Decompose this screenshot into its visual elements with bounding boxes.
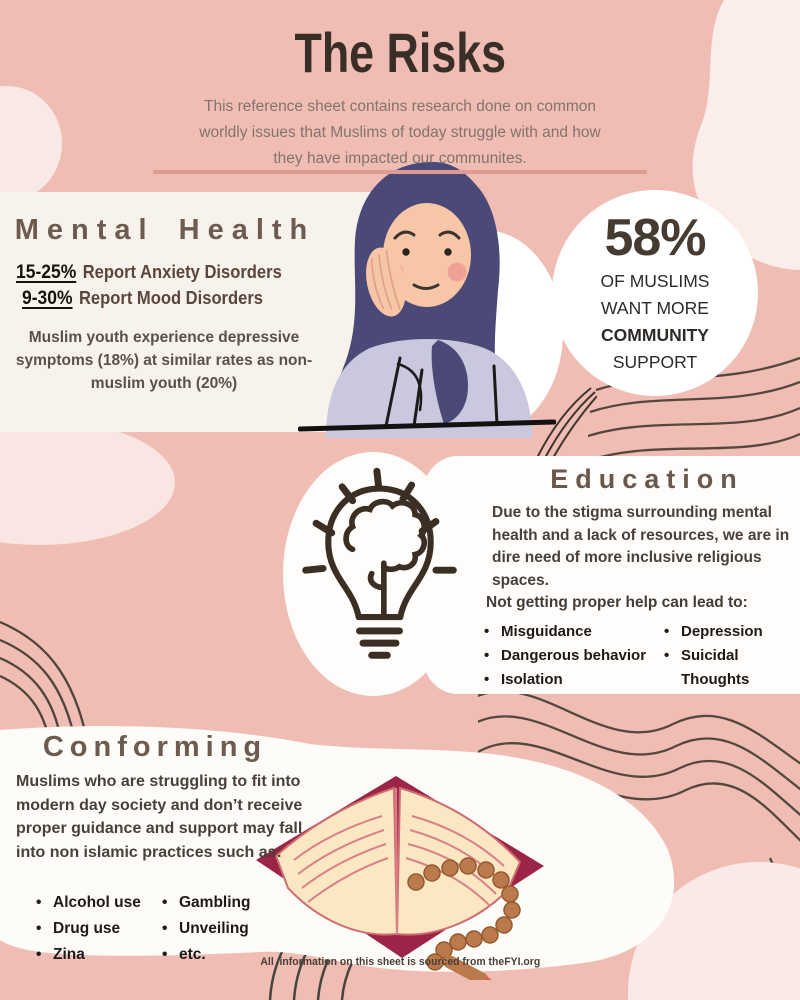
mood-stat bbox=[22, 288, 263, 310]
page-subtitle bbox=[0, 94, 800, 172]
brain bbox=[346, 502, 424, 617]
header-divider bbox=[153, 170, 647, 174]
stat-circle-line: COMMUNITY bbox=[601, 325, 709, 345]
mental-health-body: Muslim youth experience depressive symptoms (18%) at similar rates as non-muslim youth (20%) bbox=[15, 329, 313, 392]
sad-woman-in-hijab-illustration bbox=[298, 158, 556, 438]
anxiety-stat bbox=[16, 262, 282, 284]
bullet-item: • Gambling bbox=[162, 890, 292, 916]
stat-circle-line: OF MUSLIMS bbox=[600, 271, 710, 291]
stat-circle-line: SUPPORT bbox=[612, 352, 698, 372]
stat-label: Report Mood Disorders bbox=[78, 288, 263, 308]
bullet-item: • Dangerous behavior bbox=[484, 644, 674, 668]
mental-health-heading: Mental Health bbox=[14, 214, 316, 246]
education-body: Due to the stigma surrounding mental health and a lack of resources, we are in dire need of more inclusive religious spaces. bbox=[492, 504, 790, 589]
education-lead: Not getting proper help can lead to: bbox=[486, 594, 748, 611]
bullet-item: • Suicidal Thoughts bbox=[664, 644, 800, 692]
bullet-item: • Depression bbox=[664, 620, 800, 644]
subtitle-line: worldly issues that Muslims of today struggle with and how bbox=[199, 124, 601, 141]
stat-label: Report Anxiety Disorders bbox=[82, 262, 282, 282]
source-footer: All information on this sheet is sourced from theFYI.org bbox=[260, 956, 540, 968]
stat-circle-value: 58% bbox=[604, 209, 706, 267]
stat-value: 15-25% bbox=[16, 262, 77, 283]
education-bullet-list bbox=[664, 620, 800, 692]
bullet-item: • Misguidance bbox=[484, 620, 674, 644]
bullet-item: • Alcohol use bbox=[36, 890, 161, 916]
conforming-body: Muslims who are struggling to fit into modern day society and don’t receive proper guidance and support may fall into non islamic practices such as: bbox=[16, 773, 303, 861]
bullet-item: • Zina bbox=[36, 942, 161, 968]
education-bullet-list bbox=[484, 620, 674, 692]
bullet-item: • Drug use bbox=[36, 916, 161, 942]
page-title: The Risks bbox=[294, 21, 506, 84]
bullet-item: • Unveiling bbox=[162, 916, 292, 942]
stat-circle-line: WANT MORE bbox=[601, 298, 709, 318]
community-support-stat-circle bbox=[552, 190, 758, 396]
lightbulb-brain-icon bbox=[297, 462, 462, 674]
education-heading: Education bbox=[550, 464, 744, 494]
bullet-item: • etc. bbox=[162, 942, 292, 968]
subtitle-line: This reference sheet contains research done on common bbox=[203, 98, 597, 115]
conforming-heading: Conforming bbox=[42, 731, 268, 763]
stat-value: 9-30% bbox=[22, 288, 73, 309]
bullet-item: • Isolation bbox=[484, 668, 674, 692]
subtitle-line: they have impacted our communites. bbox=[273, 150, 527, 167]
background-blob-left-mid bbox=[0, 420, 175, 545]
